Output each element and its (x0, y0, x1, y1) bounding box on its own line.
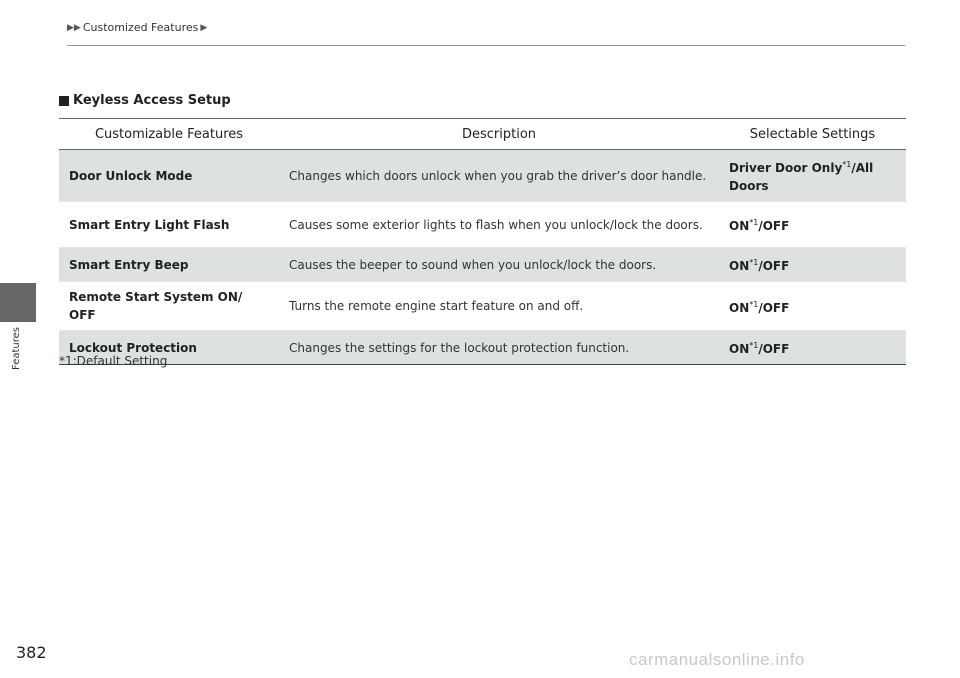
footnote: *1:Default Setting (59, 354, 168, 368)
feature-description: Changes which doors unlock when you grab the driver’s door handle. (279, 150, 719, 202)
feature-name: Remote Start System ON/ OFF (69, 290, 243, 322)
feature-name: Door Unlock Mode (59, 150, 279, 202)
side-tab (0, 283, 36, 322)
feature-description: Causes some exterior lights to flash when you unlock/lock the doors. (289, 217, 703, 232)
side-label (2, 318, 30, 378)
feature-settings: ON$^{*1}$/OFF (729, 299, 790, 315)
side-label-text: Features (10, 326, 22, 370)
table-row (59, 202, 906, 248)
header-settings: Selectable Settings (719, 119, 906, 150)
feature-settings: Driver Door Only$^{*1}$/All Doors (719, 150, 906, 202)
triangle-right-icon: ▶ (200, 22, 208, 33)
header-features: Customizable Features (59, 119, 279, 150)
square-bullet-icon (59, 96, 69, 106)
triangle-right-icon: ▶▶ (67, 22, 81, 33)
feature-name: Smart Entry Beep (59, 248, 279, 282)
header-description: Description (279, 119, 719, 150)
table-row (59, 282, 906, 331)
header-divider (67, 45, 905, 46)
feature-description: Changes the settings for the lockout protection function. (279, 331, 719, 365)
feature-settings: ON$^{*1}$/OFF (719, 331, 906, 365)
breadcrumb-link[interactable]: Customized Features (82, 21, 199, 34)
section-title-text: Keyless Access Setup (73, 93, 231, 108)
table-row (59, 248, 906, 282)
settings-table (59, 118, 906, 365)
table-row (59, 150, 906, 202)
section-title (59, 93, 231, 108)
feature-name: Smart Entry Light Flash (69, 217, 230, 232)
watermark: carmanualsonline.info (629, 650, 805, 669)
feature-name: Lockout Protection (59, 331, 279, 365)
page-number: 382 (16, 643, 47, 662)
feature-description: Turns the remote engine start feature on and off. (289, 299, 584, 313)
feature-settings: ON$^{*1}$/OFF (719, 248, 906, 282)
table-row (59, 331, 906, 365)
feature-description: Causes the beeper to sound when you unlock/lock the doors. (279, 248, 719, 282)
feature-settings: ON$^{*1}$/OFF (729, 218, 790, 233)
breadcrumb (67, 21, 207, 34)
